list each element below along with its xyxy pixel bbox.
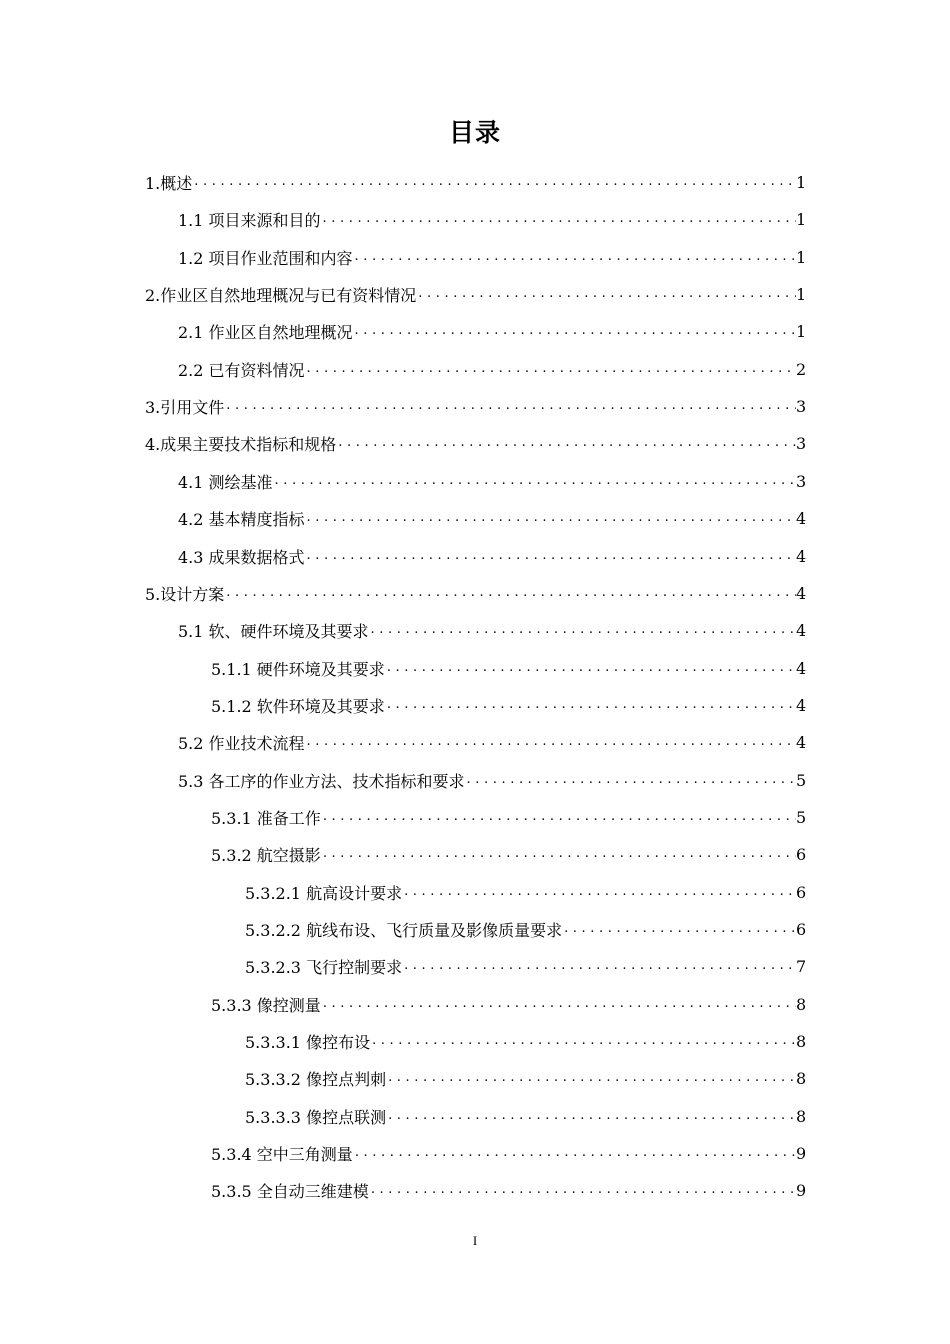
toc-entry[interactable] bbox=[145, 390, 806, 422]
toc-entry[interactable] bbox=[145, 166, 806, 198]
toc-entry[interactable] bbox=[211, 1137, 806, 1169]
toc-dot-leader bbox=[226, 390, 796, 422]
toc-entry[interactable] bbox=[178, 502, 806, 534]
toc-entry[interactable] bbox=[211, 1174, 806, 1206]
toc-entry-title: 4.1 测绘基准 bbox=[178, 472, 273, 492]
toc-entry-page: 1 bbox=[796, 247, 807, 267]
toc-entry[interactable] bbox=[245, 1100, 806, 1132]
toc-dot-leader bbox=[388, 1062, 796, 1094]
toc-entry-title: 5.3.2 航空摄影 bbox=[211, 845, 321, 865]
toc-entry-title: 1.概述 bbox=[145, 173, 193, 193]
toc-entry-title: 5.1.2 软件环境及其要求 bbox=[211, 696, 385, 716]
toc-dot-leader bbox=[355, 315, 796, 347]
toc-entry-title: 5.3 各工序的作业方法、技术指标和要求 bbox=[178, 771, 465, 791]
toc-dot-leader bbox=[323, 988, 796, 1020]
toc-entry[interactable] bbox=[245, 1025, 806, 1057]
toc-entry-page: 4 bbox=[796, 546, 807, 566]
toc-dot-leader bbox=[355, 1137, 796, 1169]
toc-dot-leader bbox=[307, 540, 796, 572]
toc-entry[interactable] bbox=[178, 315, 806, 347]
toc-entry[interactable] bbox=[211, 689, 806, 721]
toc-dot-leader bbox=[307, 353, 796, 385]
toc-entry-title: 5.3.2.2 航线布设、飞行质量及影像质量要求 bbox=[245, 920, 563, 940]
toc-entry-page: 5 bbox=[796, 770, 807, 790]
toc-entry-page: 8 bbox=[796, 994, 807, 1014]
toc-entry-title: 5.3.3.1 像控布设 bbox=[245, 1032, 371, 1052]
toc-dot-leader bbox=[387, 652, 796, 684]
toc-entry-title: 2.作业区自然地理概况与已有资料情况 bbox=[145, 285, 417, 305]
toc-dot-leader bbox=[418, 278, 796, 310]
toc-entry-page: 6 bbox=[796, 844, 807, 864]
toc-entry[interactable] bbox=[178, 353, 806, 385]
toc-entry-title: 5.3.3.2 像控点判刺 bbox=[245, 1069, 387, 1089]
toc-entry-title: 5.3.2.3 飞行控制要求 bbox=[245, 957, 403, 977]
toc-entry[interactable] bbox=[211, 652, 806, 684]
toc-entry-page: 4 bbox=[796, 695, 807, 715]
toc-entry-page: 4 bbox=[796, 658, 807, 678]
toc-entry[interactable] bbox=[145, 577, 806, 609]
toc-dot-leader bbox=[387, 689, 796, 721]
toc-entry[interactable] bbox=[245, 1062, 806, 1094]
toc-dot-leader bbox=[404, 950, 796, 982]
toc-entry[interactable] bbox=[178, 614, 806, 646]
toc-dot-leader bbox=[194, 166, 796, 198]
toc-entry[interactable] bbox=[245, 950, 806, 982]
toc-entry[interactable] bbox=[145, 427, 806, 459]
toc-entry-title: 4.成果主要技术指标和规格 bbox=[145, 434, 337, 454]
toc-entry-page: 4 bbox=[796, 732, 807, 752]
toc-entry-title: 5.2 作业技术流程 bbox=[178, 733, 305, 753]
toc-dot-leader bbox=[323, 203, 796, 235]
toc-entry-page: 2 bbox=[796, 359, 807, 379]
toc-entry-title: 5.3.2.1 航高设计要求 bbox=[245, 883, 403, 903]
toc-entry-page: 4 bbox=[796, 583, 807, 603]
toc-entry-title: 2.1 作业区自然地理概况 bbox=[178, 322, 353, 342]
toc-entry-page: 4 bbox=[796, 620, 807, 640]
toc-entry[interactable] bbox=[145, 278, 806, 310]
toc-entry[interactable] bbox=[178, 241, 806, 273]
page-title: 目录 bbox=[448, 118, 501, 147]
toc-entry-title: 5.3.3 像控测量 bbox=[211, 995, 321, 1015]
toc-entry-page: 6 bbox=[796, 919, 807, 939]
toc-entry[interactable] bbox=[245, 876, 806, 908]
toc-entry-page: 8 bbox=[796, 1031, 807, 1051]
toc-entry-page: 6 bbox=[796, 882, 807, 902]
toc-entry-page: 1 bbox=[796, 321, 807, 341]
toc-entry-page: 3 bbox=[796, 471, 807, 491]
toc-entry-page: 8 bbox=[796, 1068, 807, 1088]
toc-entry-title: 5.1 软、硬件环境及其要求 bbox=[178, 621, 369, 641]
toc-entry-page: 3 bbox=[796, 396, 807, 416]
toc-entry[interactable] bbox=[178, 203, 806, 235]
toc-dot-leader bbox=[338, 427, 796, 459]
toc-dot-leader bbox=[323, 801, 796, 833]
toc-dot-leader bbox=[372, 1025, 796, 1057]
toc-entry-page: 7 bbox=[796, 956, 807, 976]
toc-dot-leader bbox=[467, 764, 796, 796]
toc-entry-page: 1 bbox=[796, 209, 807, 229]
toc-entry-page: 1 bbox=[796, 284, 807, 304]
toc-entry-title: 4.3 成果数据格式 bbox=[178, 547, 305, 567]
toc-dot-leader bbox=[404, 876, 796, 908]
toc-dot-leader bbox=[371, 1174, 796, 1206]
toc-entry-title: 2.2 已有资料情况 bbox=[178, 360, 305, 380]
toc-entry-title: 5.1.1 硬件环境及其要求 bbox=[211, 659, 385, 679]
toc-entry-page: 8 bbox=[796, 1106, 807, 1126]
toc-entry-title: 5.设计方案 bbox=[145, 584, 225, 604]
toc-dot-leader bbox=[275, 465, 796, 497]
toc-entry-page: 4 bbox=[796, 508, 807, 528]
page-number: I bbox=[472, 1233, 478, 1248]
toc-dot-leader bbox=[371, 614, 796, 646]
toc-entry[interactable] bbox=[211, 838, 806, 870]
toc-entry[interactable] bbox=[178, 764, 806, 796]
toc-entry-title: 5.3.4 空中三角测量 bbox=[211, 1144, 353, 1164]
toc-entry[interactable] bbox=[211, 801, 806, 833]
toc-entry-title: 1.1 项目来源和目的 bbox=[178, 210, 321, 230]
toc-entry[interactable] bbox=[178, 726, 806, 758]
toc-entry-title: 5.3.1 准备工作 bbox=[211, 808, 321, 828]
toc-entry-page: 9 bbox=[796, 1143, 807, 1163]
toc-entry-title: 5.3.5 全自动三维建模 bbox=[211, 1181, 369, 1201]
toc-dot-leader bbox=[564, 913, 796, 945]
toc-entry-page: 9 bbox=[796, 1180, 807, 1200]
toc-dot-leader bbox=[226, 577, 796, 609]
toc-entry-title: 3.引用文件 bbox=[145, 397, 225, 417]
toc-entry-title: 4.2 基本精度指标 bbox=[178, 509, 305, 529]
toc-entry-page: 3 bbox=[796, 433, 807, 453]
toc-dot-leader bbox=[307, 726, 796, 758]
toc-entry[interactable] bbox=[178, 540, 806, 572]
toc-entry-page: 5 bbox=[796, 807, 807, 827]
toc-entry-title: 1.2 项目作业范围和内容 bbox=[178, 248, 353, 268]
toc-entry[interactable] bbox=[245, 913, 806, 945]
toc-dot-leader bbox=[355, 241, 796, 273]
toc-entry-title: 5.3.3.3 像控点联测 bbox=[245, 1107, 387, 1127]
toc-dot-leader bbox=[388, 1100, 796, 1132]
toc-dot-leader bbox=[323, 838, 796, 870]
toc-entry-page: 1 bbox=[796, 172, 807, 192]
toc-entry[interactable] bbox=[178, 465, 806, 497]
toc-dot-leader bbox=[307, 502, 796, 534]
toc-entry[interactable] bbox=[211, 988, 806, 1020]
